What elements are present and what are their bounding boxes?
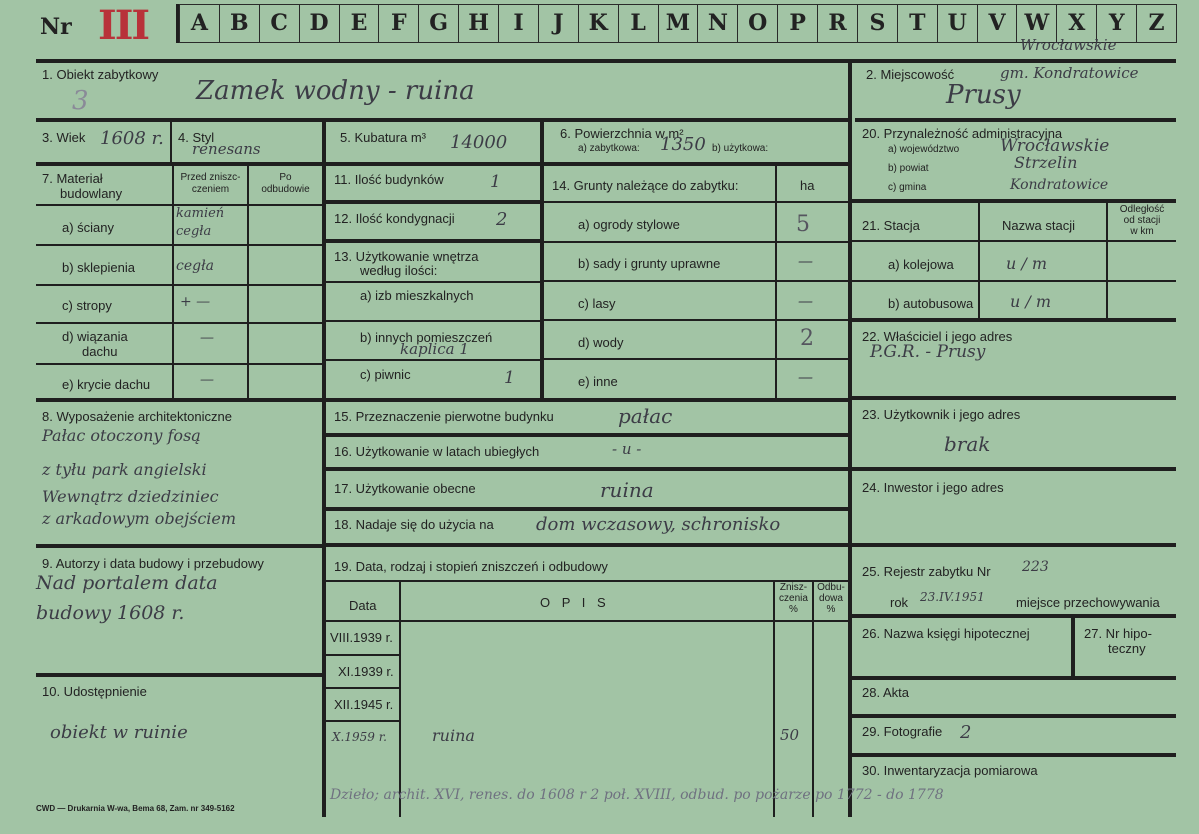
authors-line-2: budowy 1608 r. [36, 602, 185, 624]
label-authors: 9. Autorzy i data budowy i przebudowy [42, 556, 264, 571]
label-rebuild-3: % [826, 604, 836, 615]
index-letter-p: P [777, 4, 818, 43]
label-place: 2. Miejscowość [866, 67, 955, 82]
label-land: 14. Grunty należące do zabytku: [552, 178, 739, 193]
label-measured-inventory: 30. Inwentaryzacja pomiarowa [862, 763, 1038, 778]
label-owner: 22. Właściciel i jego adres [862, 329, 1013, 344]
label-admin: 20. Przynależność administracyjna [862, 126, 1063, 141]
label-damage-history: 19. Data, rodzaj i stopień zniszczeń i odbudowy [334, 559, 608, 574]
label-investor: 24. Inwestor i jego adres [862, 480, 1004, 495]
roof-truss-value: — [200, 330, 214, 346]
cellars-value: 1 [504, 368, 515, 388]
user-value: brak [944, 432, 991, 456]
label-distance-2: od stacji [1123, 215, 1161, 226]
index-letter-o: O [737, 4, 778, 43]
label-district: b) powiat [888, 163, 929, 174]
index-letter-r: R [817, 4, 858, 43]
buildings-value: 1 [490, 172, 501, 192]
label-station-name: Nazwa stacji [1002, 218, 1075, 233]
label-original-use: 15. Przeznaczenie pierwotne budynku [334, 409, 554, 424]
label-roof-truss: d) wiązania [62, 329, 128, 344]
label-hectares: ha [800, 178, 815, 193]
orchards-value: — [798, 252, 813, 270]
ceilings-value: + — [180, 294, 211, 310]
label-object: 1. Obiekt zabytkowy [42, 67, 159, 82]
index-letter-x: X [1056, 4, 1097, 43]
index-letter-d: D [299, 4, 340, 43]
printer-imprint: CWD — Drukarnia W-wa, Bema 68, Zam. nr 349-5162 [36, 804, 235, 813]
walls-value-2: cegła [176, 224, 212, 239]
arch-line-3: Wewnątrz dziedziniec [42, 487, 219, 506]
label-access: 10. Udostępnienie [42, 684, 147, 699]
bus-value: u / m [1010, 292, 1052, 311]
roof-cover-value: — [200, 372, 214, 388]
label-forests: c) lasy [578, 296, 616, 311]
label-material-2: budowlany [60, 186, 123, 201]
label-user: 23. Użytkownik i jego adres [862, 407, 1021, 422]
label-gardens: a) ogrody stylowe [578, 217, 680, 232]
label-current-use: 17. Użytkowanie obecne [334, 481, 476, 496]
label-rail: a) kolejowa [888, 257, 954, 272]
style-value: renesans [192, 140, 261, 158]
index-letter-y: Y [1096, 4, 1137, 43]
index-letter-f: F [378, 4, 419, 43]
arch-line-2: z tyłu park angielski [42, 460, 207, 479]
label-distance-3: w km [1130, 226, 1154, 237]
current-use-value: ruina [600, 478, 654, 502]
label-walls: a) ściany [62, 220, 115, 235]
original-use-value: pałac [618, 404, 673, 428]
volume-value: 14000 [450, 132, 508, 153]
index-letter-m: M [658, 4, 699, 43]
label-date-col: Data [349, 598, 377, 613]
damage-date-4: X.1959 r. [332, 730, 387, 744]
damage-description: ruina [432, 726, 475, 745]
district-value: Strzelin [1014, 153, 1078, 172]
arch-line-4: z arkadowym obejściem [42, 509, 237, 528]
label-orchards: b) sady i grunty uprawne [578, 256, 721, 271]
photos-value: 2 [960, 722, 972, 743]
owner-value: P.G.R. - Prusy [870, 342, 986, 362]
floors-value: 2 [496, 209, 508, 230]
label-suitable-for: 18. Nadaje się do użycia na [334, 517, 494, 532]
label-interior-use: 13. Użytkowanie wnętrza [334, 249, 479, 264]
label-register-year: rok [890, 595, 909, 610]
label-rebuild-2: dowa [819, 593, 843, 604]
damage-date-3: XII.1945 r. [334, 697, 394, 712]
object-name: Zamek wodny - ruina [196, 76, 475, 106]
label-bus: b) autobusowa [888, 296, 974, 311]
index-letter-s: S [857, 4, 898, 43]
index-letter-n: N [697, 4, 738, 43]
label-mortgage-no: 27. Nr hipo- [1084, 626, 1152, 641]
label-interior-use-2: według ilości: [360, 263, 438, 278]
number-box [0, 2, 176, 49]
label-style: 4. Styl [178, 130, 215, 145]
arch-line-1: Pałac otoczony fosą [42, 426, 201, 445]
gmina-note: gm. Kondratowice [1000, 64, 1139, 82]
label-photos: 29. Fotografie [862, 724, 943, 739]
index-letter-b: B [219, 4, 260, 43]
label-area: 6. Powierzchnia w m² [560, 126, 684, 141]
label-distance-1: Odległość [1119, 204, 1165, 215]
label-other-rooms: b) innych pomieszczeń [360, 330, 493, 345]
label-damage-1: Znisz- [779, 582, 808, 593]
index-letter-u: U [937, 4, 978, 43]
damage-date-1: VIII.1939 r. [330, 630, 393, 645]
label-files: 28. Akta [862, 685, 909, 700]
label-past-use: 16. Użytkowanie w latach ubiegłych [334, 444, 540, 459]
label-area-usable: b) użytkowa: [712, 143, 769, 154]
damage-percent: 50 [780, 726, 800, 744]
voivodeship-value: Wrocławskie [1000, 136, 1110, 156]
label-description-col: O P I S [540, 595, 610, 610]
index-letter-l: L [618, 4, 659, 43]
nr-label: Nr [40, 14, 72, 40]
register-year: 23.IV.1951 [920, 590, 985, 604]
label-damage-3: % [789, 604, 798, 615]
label-age: 3. Wiek [42, 130, 86, 145]
index-letter-e: E [339, 4, 380, 43]
label-rebuild-1: Odbu- [817, 582, 845, 593]
index-letter-t: T [897, 4, 938, 43]
index-letter-j: J [538, 4, 579, 43]
label-damage-2: czenia [779, 593, 808, 604]
suitable-value: dom wczasowy, schronisko [536, 514, 781, 535]
label-waters: d) wody [578, 335, 624, 350]
past-use-value: - u - [612, 440, 642, 458]
label-living-rooms: a) izb mieszkalnych [360, 288, 474, 303]
forests-value: — [798, 292, 813, 310]
label-mortgage-no-2: teczny [1108, 641, 1146, 656]
label-area-historic: a) zabytkowa: [578, 143, 640, 154]
label-floors: 12. Ilość kondygnacji [334, 211, 455, 226]
label-voivodeship: a) województwo [888, 144, 960, 155]
damage-date-2: XI.1939 r. [338, 664, 394, 679]
label-before-2: czeniem [191, 184, 230, 195]
gardens-value: 5 [796, 212, 810, 237]
label-material: 7. Materiał [42, 171, 103, 186]
label-roof-truss-2: dachu [82, 344, 118, 359]
card-number: III [98, 2, 149, 49]
label-storage-place: miejsce przechowywania [1016, 595, 1160, 610]
index-letter-k: K [578, 4, 619, 43]
age-value: 1608 r. [100, 128, 164, 149]
index-letter-i: I [498, 4, 539, 43]
label-mortgage-book: 26. Nazwa księgi hipotecznej [862, 626, 1030, 641]
other-land-value: — [798, 368, 813, 386]
label-roof-cover: e) krycie dachu [62, 377, 151, 392]
label-other-land: e) inne [578, 374, 618, 389]
index-letter-g: G [418, 4, 459, 43]
index-letter-a: A [179, 4, 220, 43]
label-station: 21. Stacja [862, 218, 920, 233]
register-number: 223 [1022, 559, 1049, 575]
label-gmina: c) gmina [888, 182, 927, 193]
label-after-2: odbudowie [261, 184, 310, 195]
index-letter-z: Z [1136, 4, 1177, 43]
label-register: 25. Rejestr zabytku Nr [862, 564, 991, 579]
walls-value-1: kamień [176, 206, 225, 221]
index-letter-w: W [1016, 4, 1057, 43]
label-arch-equipment: 8. Wyposażenie architektoniczne [42, 409, 232, 424]
voivodeship-note: Wrocławskie [1020, 36, 1117, 54]
other-rooms-value: kaplica 1 [400, 340, 469, 358]
label-after-1: Po [279, 172, 292, 183]
label-before-1: Przed zniszc- [180, 172, 241, 183]
label-vaults: b) sklepienia [62, 260, 135, 275]
bottom-note: Dzieło; archit. XVI, renes. do 1608 r 2 poł. XVIII, odbud. po pożarze po 1772 - do 1778 [330, 787, 944, 803]
authors-line-1: Nad portalem data [36, 572, 218, 594]
index-letter-h: H [458, 4, 499, 43]
label-buildings: 11. Ilość budynków [334, 172, 444, 187]
place-name: Prusy [946, 80, 1021, 110]
label-volume: 5. Kubatura m³ [340, 130, 426, 145]
label-cellars: c) piwnic [360, 367, 411, 382]
object-number: 3 [72, 86, 89, 116]
index-letter-v: V [977, 4, 1018, 43]
waters-value: 2 [800, 326, 814, 351]
rail-value: u / m [1006, 254, 1048, 273]
gmina-value: Kondratowice [1010, 177, 1109, 193]
label-ceilings: c) stropy [62, 298, 112, 313]
access-value: obiekt w ruinie [50, 722, 188, 743]
index-letter-c: C [259, 4, 300, 43]
area-value: 1350 [660, 134, 706, 155]
vaults-value: cegła [176, 258, 214, 274]
